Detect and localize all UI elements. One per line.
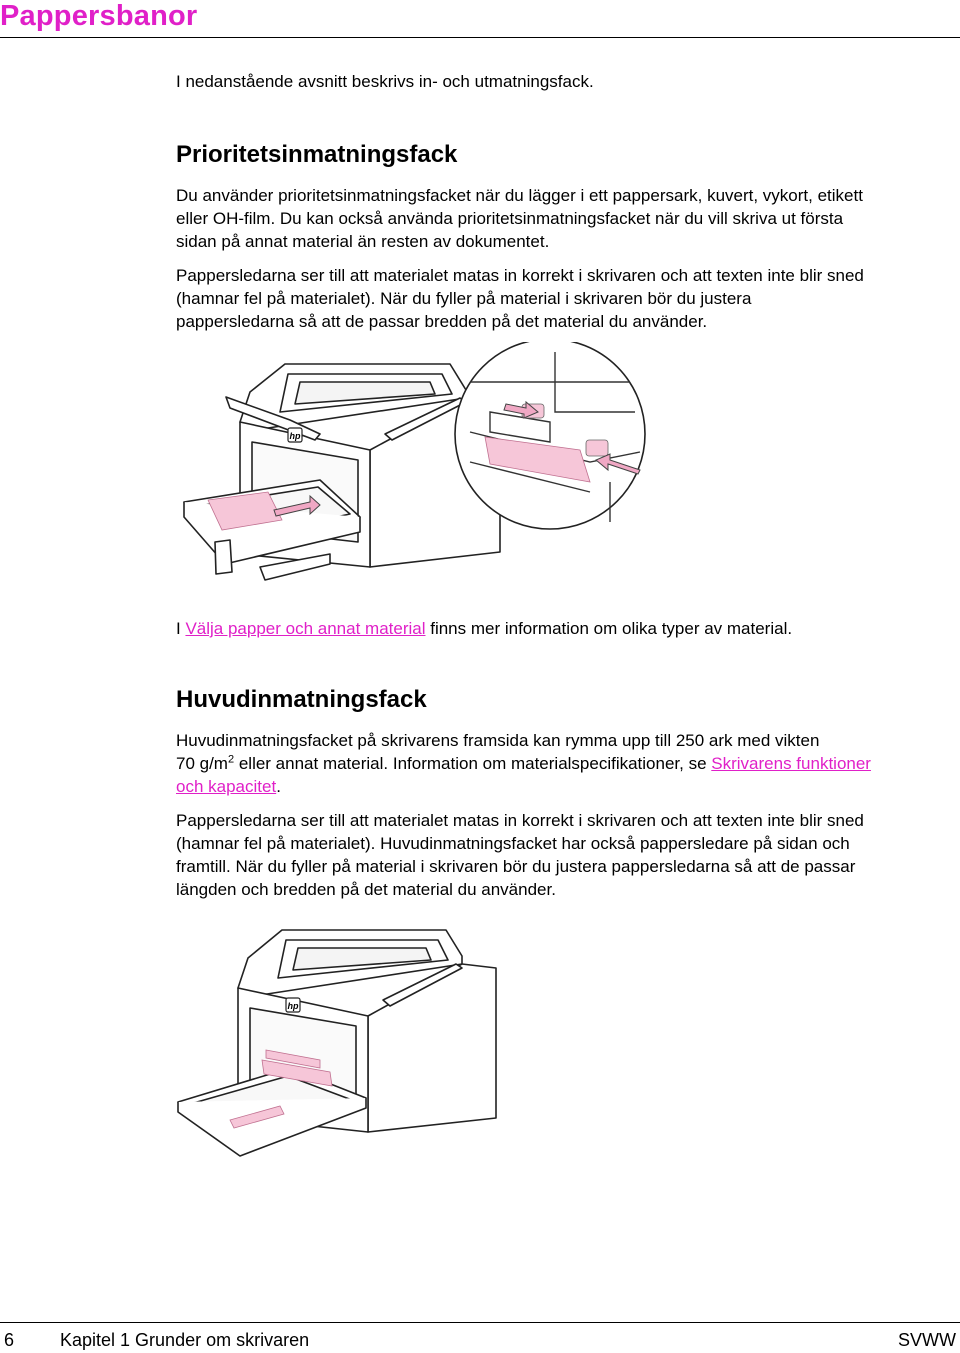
hp-logo: hp: [289, 431, 301, 441]
footer-language-code: SVWW: [898, 1330, 956, 1350]
main-tray-paragraph-1: Huvudinmatningsfacket på skrivarens framsida kan rymma upp till 250 ark med vikten 70 $g/m^2$ eller annat material. Information om materialspecifikationer, se Skrivarens funktioner och kapacitet.: [176, 731, 871, 796]
hp-logo: hp: [287, 1001, 299, 1011]
main-tray-paragraph-2: Pappersledarna ser till att materialet matas in korrekt i skrivaren och att texten inte blir sned (hamnar fel på materialet). Huvudinmatningsfacket har också pappersledare på sidan och framtill. När du fyller på material i skrivaren bör du justera pappersledarna så att de passar längden och bredden på det material du använder.: [176, 811, 864, 899]
main-tray-printer-illustration: [170, 910, 510, 1160]
footer-rule: [0, 1322, 960, 1323]
priority-tray-paragraph-2: Pappersledarna ser till att materialet matas in korrekt i skrivaren och att texten inte blir sned (hamnar fel på materialet). När du fyller på material i skrivaren bör du justera pappersledarna så att de passar bredden på det material du använder.: [176, 266, 864, 331]
section-heading-priority-tray: Prioritetsinmatningsfack: [176, 141, 458, 168]
header-rule: [0, 37, 960, 38]
priority-tray-paragraph-1: Du använder prioritetsinmatningsfacket när du lägger i ett pappersark, kuvert, vykort, etikett eller OH-film. Du kan också använda prioritetsinmatningsfacket när du vill skriva ut första sidan på annat material än resten av dokumentet.: [176, 186, 863, 251]
intro-paragraph: I nedanstående avsnitt beskrivs in- och utmatningsfack.: [176, 72, 594, 91]
priority-tray-printer-illustration: [170, 342, 650, 602]
link-printer-features[interactable]: Skrivarens funktioner: [711, 754, 871, 773]
link-printer-capacity[interactable]: och kapacitet: [176, 777, 277, 796]
priority-tray-reference: I Välja papper och annat material finns mer information om olika typer av material.: [176, 619, 793, 638]
section-heading-main-tray: Huvudinmatningsfack: [176, 686, 427, 713]
footer-chapter: Kapitel 1 Grunder om skrivaren: [60, 1330, 310, 1350]
link-choose-paper[interactable]: Välja papper och annat material: [185, 619, 426, 638]
footer-page-number: 6: [4, 1330, 15, 1350]
chapter-title: Pappersbanor: [0, 0, 198, 32]
